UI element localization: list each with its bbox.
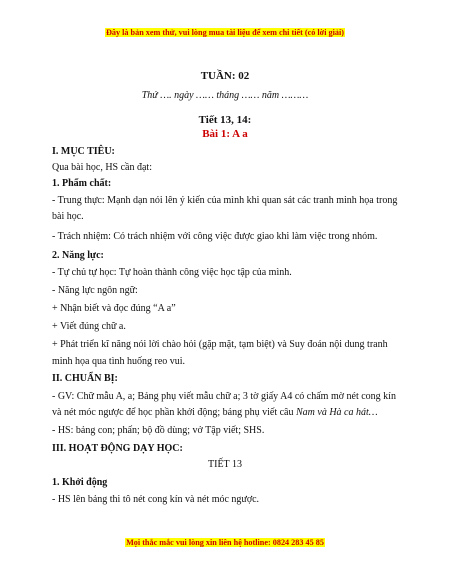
prep-gv-example-sentence: Nam và Hà ca hát… [296,407,378,418]
period-label: TIẾT 13 [208,459,242,470]
header-banner-text: Đây là bản xem thử, vui lòng mua tài liệu để xem chi tiết (có lời giải) [105,28,344,37]
competence-item-4: + Viết đúng chữ a. [52,321,126,332]
prep-gv-line-1: - GV: Chữ mẫu A, a; Bảng phụ viết mẫu chữ a; 3 tờ giấy A4 có chấm mờ nét cong kín [52,391,396,402]
qualities-item-1-line-1: - Trung thực: Mạnh dạn nói lên ý kiến của mình khi quan sát các tranh minh họa trong [52,195,398,206]
competence-heading: 2. Năng lực: [52,250,104,261]
prep-hs: - HS: bảng con; phấn; bộ đồ dùng; vở Tập viết; SHS. [52,425,265,436]
lesson-title: Bài 1: A a [202,128,248,140]
qualities-item-1-line-2: bài học. [52,211,84,222]
competence-item-5-line-1: + Phát triển kĩ năng nói lời chào hỏi (gặp mặt, tạm biệt) và Suy đoán nội dung tranh [52,339,388,350]
warmup-heading: 1. Khởi động [52,477,108,488]
activities-heading: III. HOẠT ĐỘNG DẠY HỌC: [52,443,183,454]
lesson-periods: Tiết 13, 14: [198,114,252,126]
prep-gv-line-2 [52,406,410,419]
warmup-item-1: - HS lên bảng thi tô nét cong kín và nét móc ngược. [52,494,260,505]
week-label: TUẦN: 02 [200,70,250,82]
objectives-intro: Qua bài học, HS cần đạt: [52,162,152,173]
competence-item-1: - Tự chủ tự học: Tự hoàn thành công việc học tập của mình. [52,267,292,278]
header-banner [0,28,450,37]
competence-item-5-line-2: minh họa qua tình huống reo vui. [52,356,186,367]
prep-gv-line-2-text: và nét móc ngược để học phần khởi động; bảng phụ viết câu [52,407,296,418]
qualities-heading: 1. Phẩm chất: [52,178,112,189]
objectives-heading: I. MỤC TIÊU: [52,146,115,157]
competence-item-2: - Năng lực ngôn ngữ: [52,285,138,296]
prep-heading: II. CHUẨN BỊ: [52,373,118,384]
footer-banner-text: Mọi thắc mắc vui lòng xin liên hệ hotline: 0824 283 45 85 [126,538,324,547]
competence-item-3: + Nhận biết và đọc đúng “A a” [52,303,176,314]
qualities-item-2: - Trách nhiệm: Có trách nhiệm với công việc được giao khi làm việc trong nhóm. [52,231,378,242]
date-line: Thứ …. ngày …… tháng …… năm ……… [141,90,309,101]
footer-banner [0,538,450,547]
